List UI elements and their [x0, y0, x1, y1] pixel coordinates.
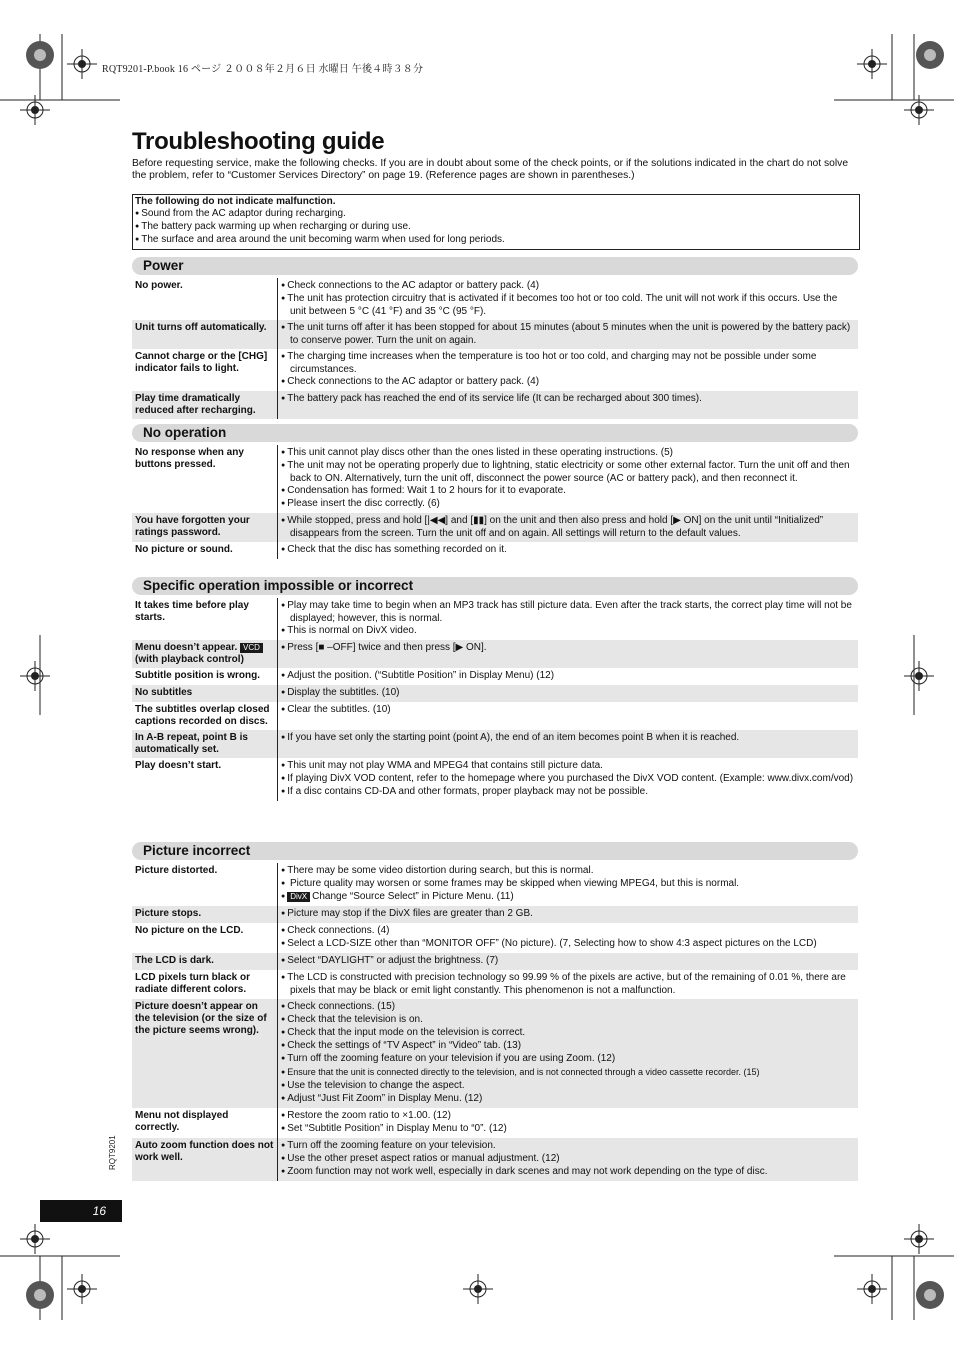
divx-badge: DivX [287, 892, 310, 902]
problem-text: The subtitles overlap closed captions recorded on discs. [135, 704, 270, 727]
table-row [132, 513, 858, 542]
table-row [132, 685, 858, 702]
table-row [132, 702, 858, 730]
solutions-cell [277, 999, 858, 1108]
solution-text: This unit may not play WMA and MPEG4 that contains still picture data. [287, 760, 603, 771]
solution-item [281, 447, 855, 460]
table-row [132, 445, 858, 513]
section-picture-incorrect [132, 842, 858, 1181]
solutions-cell [277, 513, 858, 542]
solution-item [281, 704, 855, 717]
solution-item [281, 1140, 855, 1153]
color-wheel-icon [22, 1280, 44, 1310]
problem-cell [132, 391, 277, 419]
solution-item [281, 1080, 855, 1093]
table-row [132, 863, 858, 906]
section-heading: Power [132, 257, 858, 275]
solutions-cell [277, 923, 858, 953]
solutions-cell [277, 970, 858, 999]
registration-mark-icon [67, 1274, 97, 1304]
problem-text: Picture doesn’t appear on the television (or the size of the picture seems wrong). [135, 1001, 267, 1036]
solution-text: Change “Source Select” in Picture Menu. (11) [312, 891, 514, 902]
solution-text: Press [■ –OFF] twice and then press [▶ ON]. [287, 642, 487, 653]
problem-cell [132, 999, 277, 1108]
problem-cell [132, 906, 277, 923]
problem-text: In A-B repeat, point B is automatically set. [135, 732, 248, 755]
notice-item: ● The battery pack warming up when recharging or during use. [135, 221, 857, 234]
solution-item [281, 293, 855, 318]
registration-mark-icon [463, 1274, 493, 1304]
solutions-cell [277, 906, 858, 923]
solution-text: Check that the input mode on the television is correct. [287, 1027, 526, 1038]
problem-text: Play time dramatically reduced after recharging. [135, 393, 256, 416]
solution-text: Set “Subtitle Position” in Display Menu to “0”. (12) [287, 1123, 507, 1134]
problem-cell [132, 702, 277, 730]
problem-suffix: (with playback control) [135, 654, 244, 665]
problem-cell [132, 863, 277, 906]
solution-item [281, 878, 855, 891]
solution-text: Condensation has formed: Wait 1 to 2 hours for it to evaporate. [287, 485, 566, 496]
solution-text: The unit may not be operating properly due to lightning, static electricity or some other external factor. Turn the unit off and then back to ON. Alternatively, turn the unit off, disconnect the power source (AC or battery pack), and then reconnect it. [287, 460, 850, 484]
registration-mark-icon [904, 95, 934, 125]
registration-mark-icon [857, 49, 887, 79]
section-no-operation [132, 424, 858, 559]
problem-cell [132, 1138, 277, 1181]
problem-cell [132, 953, 277, 970]
solution-item [281, 642, 855, 655]
solutions-cell [277, 863, 858, 906]
solution-text: Select “DAYLIGHT” or adjust the brightness. (7) [287, 955, 499, 966]
solution-text: The LCD is constructed with precision technology so 99.99 % of the pixels are active, but of the remaining of 0.01 %, there are pixels that may be black or emit light constantly. This phenomenon is not a malfunction. [287, 972, 846, 996]
problem-cell [132, 598, 277, 640]
problem-cell [132, 349, 277, 391]
table-row [132, 758, 858, 801]
solution-text: Restore the zoom ratio to ×1.00. (12) [287, 1110, 451, 1121]
solution-text: Check connections. (4) [287, 925, 390, 936]
registration-mark-icon [20, 95, 50, 125]
solution-item [281, 544, 855, 557]
solution-text: Adjust the position. (“Subtitle Position” in Display Menu) (12) [287, 670, 555, 681]
problem-text: You have forgotten your ratings password. [135, 515, 250, 538]
solution-item [281, 1093, 855, 1106]
document-code: RQT9201 [108, 1135, 117, 1170]
problem-cell [132, 640, 277, 668]
problem-cell [132, 445, 277, 513]
table-row [132, 320, 858, 349]
table-row [132, 1108, 858, 1138]
solution-item [281, 955, 855, 968]
troubleshooting-table [132, 445, 858, 559]
color-wheel-icon [912, 1280, 934, 1310]
solution-item [281, 938, 855, 951]
solution-text: Select a LCD-SIZE other than “MONITOR OFF” (No picture). (7, Selecting how to show 4:3 aspect pictures on the LCD) [287, 938, 817, 949]
solution-text: Play may take time to begin when an MP3 track has still picture data. Even after the track starts, the correct play time will not be displayed; however, this is normal. [287, 600, 852, 624]
problem-cell [132, 730, 277, 758]
solution-item [281, 322, 855, 347]
solution-item [281, 1066, 855, 1080]
solution-text: This is normal on DivX video. [287, 625, 417, 636]
solution-text: If playing DivX VOD content, refer to the homepage where you purchased the DivX VOD content. (Example: www.divx.com/vod) [287, 773, 854, 784]
troubleshooting-table [132, 278, 858, 419]
table-row [132, 668, 858, 685]
solution-text: The unit turns off after it has been stopped for about 15 minutes (about 5 minutes when the unit is powered by the battery pack) to conserve power. Turn the unit on again. [287, 322, 851, 346]
solutions-cell [277, 702, 858, 730]
problem-cell [132, 542, 277, 559]
solution-item [281, 687, 855, 700]
solution-text: Check that the television is on. [287, 1014, 423, 1025]
problem-text: No picture on the LCD. [135, 925, 244, 936]
page-title: Troubleshooting guide [132, 128, 385, 155]
solution-item [281, 908, 855, 921]
solution-text: This unit cannot play discs other than the ones listed in these operating instructions. (5) [287, 447, 674, 458]
solution-item [281, 280, 855, 293]
table-row [132, 349, 858, 391]
problem-cell [132, 513, 277, 542]
problem-text: Play doesn’t start. [135, 760, 222, 771]
problem-text: Subtitle position is wrong. [135, 670, 260, 681]
solution-item [281, 865, 855, 878]
solution-text: Check that the disc has something recorded on it. [287, 544, 507, 555]
problem-text: Picture stops. [135, 908, 202, 919]
solutions-cell [277, 542, 858, 559]
table-row [132, 542, 858, 559]
table-row [132, 598, 858, 640]
solution-item [281, 773, 855, 786]
color-wheel-icon [22, 40, 44, 70]
solution-item [281, 786, 855, 799]
solution-text: Picture may stop if the DivX files are greater than 2 GB. [287, 908, 533, 919]
table-row [132, 953, 858, 970]
solution-item [281, 1166, 855, 1179]
solution-item [281, 1123, 855, 1136]
solution-text: Adjust “Just Fit Zoom” in Display Menu. (12) [287, 1093, 483, 1104]
solution-text: Check connections to the AC adaptor or battery pack. (4) [287, 280, 540, 291]
intro-paragraph: Before requesting service, make the following checks. If you are in doubt about some of the check points, or if the solutions indicated in the chart do not solve the problem, refer to “Customer Services Directory” on page 19. (Reference pages are shown in parentheses.) [132, 158, 849, 181]
section-heading: No operation [132, 424, 858, 442]
notice-item: ● The surface and area around the unit becoming warm when used for long periods. [135, 234, 857, 247]
solution-text: The battery pack has reached the end of its service life (It can be recharged about 300 times). [287, 393, 702, 404]
solution-text: Ensure that the unit is connected directly to the television, and is not connected through a video cassette recorder. (15) [287, 1067, 760, 1077]
solutions-cell [277, 640, 858, 668]
solution-text: If you have set only the starting point (point A), the end of an item becomes point B when it is reached. [287, 732, 740, 743]
problem-text: No power. [135, 280, 183, 291]
troubleshooting-table [132, 863, 858, 1181]
solution-text: Use the television to change the aspect. [287, 1080, 465, 1091]
solutions-cell [277, 730, 858, 758]
table-row [132, 906, 858, 923]
print-header-line: RQT9201-P.book 16 ページ ２００８年２月６日 水曜日 午後４時３８分 [102, 64, 424, 75]
problem-text: Menu doesn’t appear. [135, 642, 238, 653]
solution-item [281, 972, 855, 997]
solutions-cell [277, 953, 858, 970]
solution-item [281, 376, 855, 389]
solution-text: Picture quality may worsen or some frames may be skipped when viewing MPEG4, but this is normal. [287, 878, 740, 889]
problem-cell [132, 970, 277, 999]
problem-cell [132, 758, 277, 801]
solution-text: Use the other preset aspect ratios or manual adjustment. (12) [287, 1153, 560, 1164]
table-row [132, 970, 858, 999]
solution-item [281, 1040, 855, 1053]
problem-text: Menu not displayed correctly. [135, 1110, 229, 1133]
solutions-cell [277, 320, 858, 349]
solution-item [281, 1110, 855, 1123]
solution-text: Clear the subtitles. (10) [287, 704, 391, 715]
table-row [132, 923, 858, 953]
notice-box [132, 194, 860, 250]
solutions-cell [277, 758, 858, 801]
vcd-badge: VCD [240, 643, 263, 653]
solution-item [281, 1014, 855, 1027]
problem-text: It takes time before play starts. [135, 600, 249, 623]
solutions-cell [277, 668, 858, 685]
solution-text: Turn off the zooming feature on your television if you are using Zoom. (12) [287, 1053, 616, 1064]
solutions-cell [277, 1108, 858, 1138]
problem-cell [132, 1108, 277, 1138]
solution-item [281, 460, 855, 485]
table-row [132, 278, 858, 320]
solution-text: Display the subtitles. (10) [287, 687, 400, 698]
table-row [132, 1138, 858, 1181]
solution-item [281, 891, 855, 904]
page-number: 16 [40, 1200, 122, 1222]
solutions-cell [277, 278, 858, 320]
problem-text: Unit turns off automatically. [135, 322, 267, 333]
solution-item [281, 393, 855, 406]
solution-text: While stopped, press and hold [|◀◀] and [▮▮] on the unit and then also press and hold [▶ ON] on the unit until “Initialized” disappears from the screen. Turn the unit off and on again. All settings will return to the default values. [287, 515, 824, 539]
problem-text: No subtitles [135, 687, 193, 698]
table-row [132, 640, 858, 668]
solutions-cell [277, 391, 858, 419]
solutions-cell [277, 685, 858, 702]
solution-item [281, 625, 855, 638]
solution-item [281, 925, 855, 938]
solution-text: Turn off the zooming feature on your television. [287, 1140, 496, 1151]
section-power [132, 257, 858, 419]
notice-item: ● Sound from the AC adaptor during recharging. [135, 208, 857, 221]
section-specific-operation [132, 577, 858, 801]
table-row [132, 730, 858, 758]
solution-text: The unit has protection circuitry that is activated if it becomes too hot or too cold. The unit will not work if this occurs. Use the unit between 5 °C (41 °F) and 35 °C (95 °F). [287, 293, 838, 317]
problem-text: The LCD is dark. [135, 955, 214, 966]
solutions-cell [277, 349, 858, 391]
solution-text: Please insert the disc correctly. (6) [287, 498, 440, 509]
section-heading: Picture incorrect [132, 842, 858, 860]
registration-mark-icon [20, 1224, 50, 1254]
registration-mark-icon [20, 661, 50, 691]
problem-cell [132, 668, 277, 685]
solution-item [281, 1053, 855, 1066]
solution-text: Zoom function may not work well, especially in dark scenes and may not work depending on the type of disc. [287, 1166, 768, 1177]
notice-title: The following do not indicate malfunction. [135, 196, 336, 207]
troubleshooting-table [132, 598, 858, 801]
problem-text: No picture or sound. [135, 544, 233, 555]
solution-item [281, 498, 855, 511]
solution-item [281, 351, 855, 376]
solution-text: Check connections. (15) [287, 1001, 396, 1012]
solution-item [281, 1027, 855, 1040]
problem-text: Picture distorted. [135, 865, 218, 876]
solution-text: There may be some video distortion during search, but this is normal. [287, 865, 594, 876]
problem-cell [132, 923, 277, 953]
solution-item [281, 485, 855, 498]
solutions-cell [277, 1138, 858, 1181]
solution-text: Check the settings of “TV Aspect” in “Video” tab. (13) [287, 1040, 522, 1051]
table-row [132, 999, 858, 1108]
solution-text: The charging time increases when the temperature is too hot or too cold, and charging may not be possible under some circumstances. [287, 351, 817, 375]
solution-item [281, 1001, 855, 1014]
solution-text: If a disc contains CD-DA and other formats, proper playback may not be possible. [287, 786, 648, 797]
solution-item [281, 760, 855, 773]
registration-mark-icon [857, 1274, 887, 1304]
problem-text: Cannot charge or the [CHG] indicator fails to light. [135, 351, 268, 374]
problem-cell [132, 278, 277, 320]
registration-mark-icon [904, 661, 934, 691]
problem-cell [132, 685, 277, 702]
solution-item [281, 515, 855, 540]
solution-item [281, 1153, 855, 1166]
solutions-cell [277, 445, 858, 513]
table-row [132, 391, 858, 419]
solution-text: Check connections to the AC adaptor or battery pack. (4) [287, 376, 540, 387]
solution-item [281, 600, 855, 625]
section-heading: Specific operation impossible or incorrect [132, 577, 858, 595]
solution-item [281, 732, 855, 745]
registration-mark-icon [904, 1224, 934, 1254]
problem-text: Auto zoom function does not work well. [135, 1140, 274, 1163]
problem-text: No response when any buttons pressed. [135, 447, 244, 470]
problem-cell [132, 320, 277, 349]
solutions-cell [277, 598, 858, 640]
solution-item [281, 670, 855, 683]
problem-text: LCD pixels turn black or radiate different colors. [135, 972, 251, 995]
registration-mark-icon [67, 49, 97, 79]
color-wheel-icon [912, 40, 934, 70]
